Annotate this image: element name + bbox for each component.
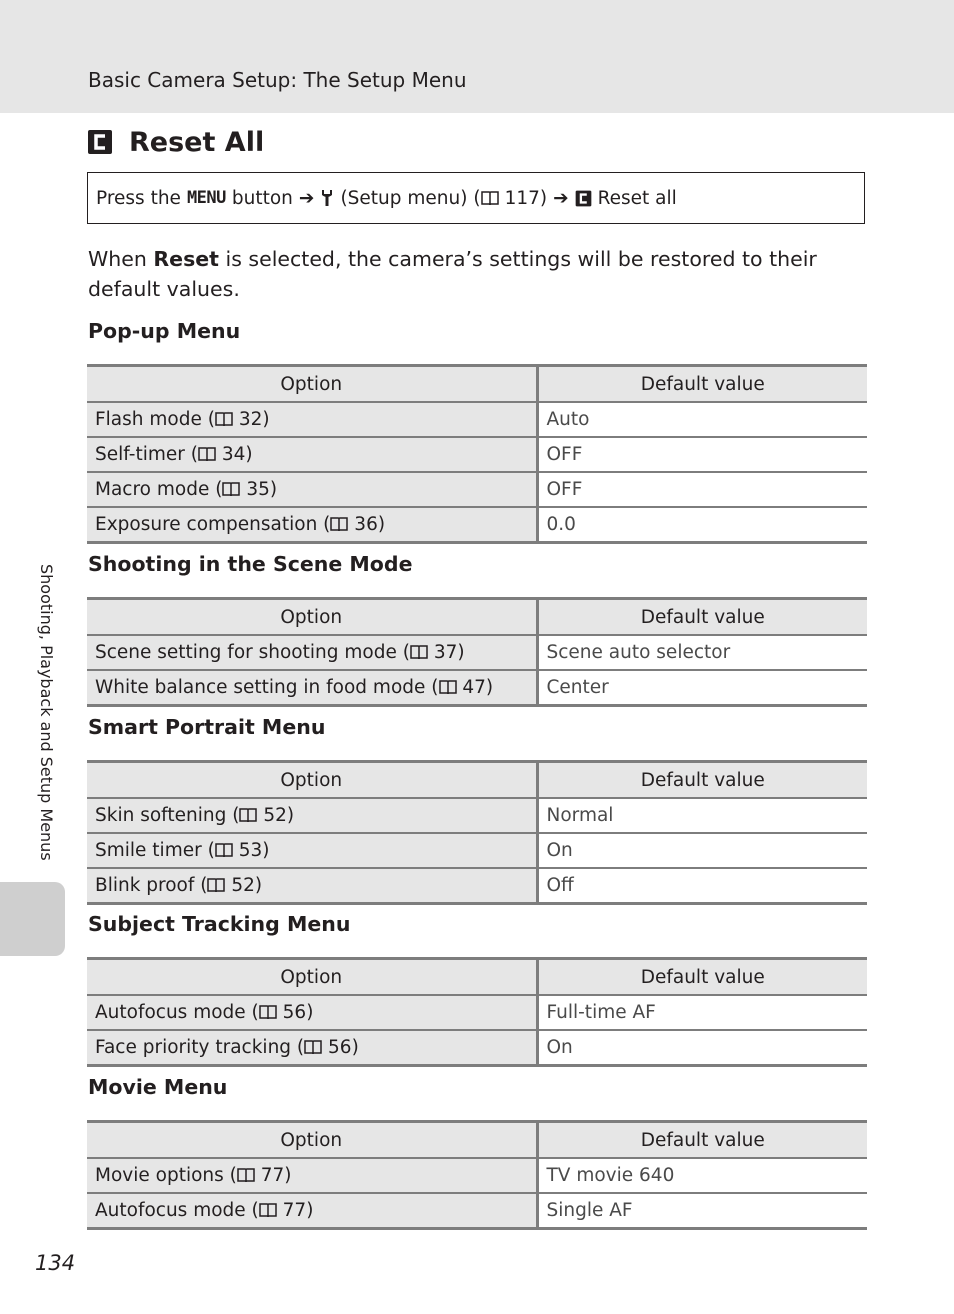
menu-button-icon: MENU [186,188,226,208]
table-header-row [87,1122,867,1159]
defaults-table [87,597,867,707]
default-value-cell: On [537,1030,867,1066]
defaults-table [87,1120,867,1230]
column-header-option: Option [87,599,537,636]
option-cell: Scene setting for shooting mode ( 37) [87,635,537,670]
option-cell: Self-timer ( 34) [87,437,537,472]
book-reference-icon [222,481,240,497]
book-reference-icon [481,190,499,206]
option-cell: Face priority tracking ( 56) [87,1030,537,1066]
defaults-table [87,760,867,905]
header-band [0,0,954,113]
arrow-right-icon: ➔ [553,187,569,209]
defaults-table [87,957,867,1067]
table-row [87,1158,867,1193]
table-row [87,995,867,1030]
option-cell: White balance setting in food mode ( 47) [87,670,537,706]
nav-prefix: Press the [96,187,181,209]
default-value-cell: Center [537,670,867,706]
default-value-cell: 0.0 [537,507,867,543]
table-row [87,437,867,472]
column-header-default: Default value [537,959,867,996]
section-heading: Pop-up Menu [88,319,241,343]
default-value-cell: OFF [537,437,867,472]
wrench-icon [320,189,334,207]
option-cell: Skin softening ( 52) [87,798,537,833]
option-cell: Flash mode ( 32) [87,402,537,437]
nav-setup-text: (Setup menu) ( [340,187,481,209]
page-title [87,123,264,161]
table-row [87,868,867,904]
table-row [87,472,867,507]
default-value-cell: Full-time AF [537,995,867,1030]
table-row [87,635,867,670]
default-value-cell: Normal [537,798,867,833]
nav-setup-page: 117) [504,187,548,209]
column-header-default: Default value [537,599,867,636]
default-value-cell: On [537,833,867,868]
option-cell: Movie options ( 77) [87,1158,537,1193]
menu-path-box [87,172,865,224]
book-reference-icon [410,644,428,660]
option-cell: Autofocus mode ( 77) [87,1193,537,1229]
reset-all-icon [575,190,592,207]
column-header-default: Default value [537,1122,867,1159]
column-header-option: Option [87,959,537,996]
table-row [87,798,867,833]
defaults-table [87,364,867,544]
running-header: Basic Camera Setup: The Setup Menu [88,68,467,92]
default-value-cell: Auto [537,402,867,437]
column-header-option: Option [87,366,537,403]
page-title-text: Reset All [129,126,265,158]
chapter-side-label: Shooting, Playback and Setup Menus [37,564,56,861]
book-reference-icon [259,1202,277,1218]
section-heading: Movie Menu [88,1075,228,1099]
book-reference-icon [207,877,225,893]
book-reference-icon [304,1039,322,1055]
reset-all-icon [87,129,113,155]
table-header-row [87,959,867,996]
intro-paragraph: When Reset is selected, the camera’s settings will be restored to their default values. [88,247,817,301]
option-cell: Blink proof ( 52) [87,868,537,904]
option-cell: Exposure compensation ( 36) [87,507,537,543]
default-value-cell: OFF [537,472,867,507]
section-heading: Smart Portrait Menu [88,715,326,739]
option-cell: Smile timer ( 53) [87,833,537,868]
book-reference-icon [215,411,233,427]
table-row [87,1193,867,1229]
table-row [87,402,867,437]
book-reference-icon [239,807,257,823]
page-number: 134 [35,1251,76,1275]
book-reference-icon [215,842,233,858]
default-value-cell: Off [537,868,867,904]
arrow-right-icon: ➔ [298,187,315,209]
table-header-row [87,599,867,636]
book-reference-icon [259,1004,277,1020]
table-row [87,1030,867,1066]
chapter-tab [0,882,65,956]
default-value-cell: TV movie 640 [537,1158,867,1193]
default-value-cell: Single AF [537,1193,867,1229]
section-heading: Subject Tracking Menu [88,912,351,936]
table-row [87,833,867,868]
option-cell: Macro mode ( 35) [87,472,537,507]
book-reference-icon [330,516,348,532]
nav-reset-text: Reset all [597,187,677,209]
book-reference-icon [237,1167,255,1183]
table-header-row [87,762,867,799]
column-header-option: Option [87,1122,537,1159]
column-header-default: Default value [537,762,867,799]
column-header-default: Default value [537,366,867,403]
section-heading: Shooting in the Scene Mode [88,552,413,576]
table-header-row [87,366,867,403]
column-header-option: Option [87,762,537,799]
book-reference-icon [439,679,457,695]
option-cell: Autofocus mode ( 56) [87,995,537,1030]
table-row [87,670,867,706]
book-reference-icon [198,446,216,462]
table-row [87,507,867,543]
nav-button-word: button [231,187,293,209]
default-value-cell: Scene auto selector [537,635,867,670]
